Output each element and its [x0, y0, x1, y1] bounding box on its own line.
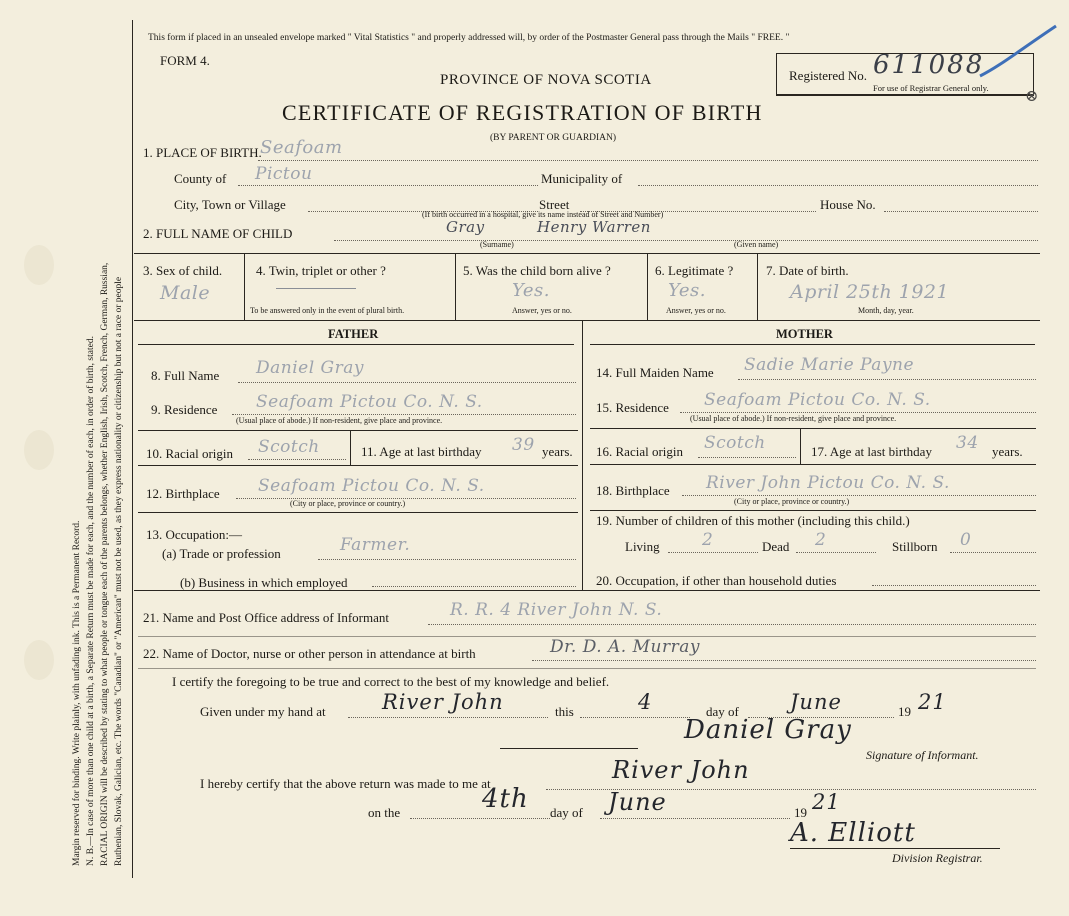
blue-check-mark-icon [960, 20, 1060, 80]
province-heading: PROVINCE OF NOVA SCOTIA [440, 72, 652, 88]
return-year-suffix: 21 [812, 790, 841, 814]
father-trade-label: (a) Trade or profession [162, 546, 281, 561]
mother-years-label: years. [992, 444, 1023, 459]
margin-multiple-birth-note: N. B.—In case of more than one child at a birth, a Separate Return must be made for each, and the number of each, in order of birth, stated. [86, 336, 96, 866]
legitimate-note: Answer, yes or no. [666, 306, 726, 315]
date-of-birth-note: Month, day, year. [858, 306, 914, 315]
mother-age-value: 34 [956, 433, 979, 453]
return-place-value: River John [612, 756, 750, 784]
child-surname: Gray [446, 218, 485, 236]
father-birthplace-value: Seafoam Pictou Co. N. S. [258, 476, 485, 496]
page-title: CERTIFICATE OF REGISTRATION OF BIRTH [282, 100, 763, 125]
sex-label: 3. Sex of child. [143, 263, 223, 278]
given-month-value: June [790, 690, 842, 714]
child-given-name: Henry Warren [537, 218, 651, 236]
date-of-birth-value: April 25th 1921 [790, 281, 950, 303]
registered-label: Registered No. [789, 68, 867, 83]
informant-label: 21. Name and Post Office address of Informant [143, 610, 389, 625]
father-years-label: years. [542, 444, 573, 459]
given-place-value: River John [382, 690, 504, 714]
mother-residence-label: 15. Residence [596, 400, 669, 415]
given-day-value: 4 [638, 690, 653, 714]
county-label: County of [174, 171, 227, 186]
registry-mark: ⊗ [1025, 88, 1039, 105]
father-name-label: 8. Full Name [151, 368, 220, 383]
registrar-caption: Division Registrar. [892, 851, 983, 865]
father-heading: FATHER [328, 327, 379, 341]
margin-racial-origin-note: RACIAL ORIGIN will be described by stating to what people or tongue each of the parents belongs, whether English, Irish, Scotch, French, German, Russian, [100, 262, 110, 866]
certify-statement: I certify the foregoing to be true and correct to the best of my knowledge and belief. [172, 674, 610, 689]
margin-racial-origin-note-2: Ruthenian, Slovak, Galician, etc. The words "Canadian" or "American" must not be used, as they express nationality or citizenship but not a race or people [114, 276, 124, 866]
given-name-caption: (Given name) [734, 240, 779, 249]
mother-residence-note: (Usual place of abode.) If non-resident, give place and province. [690, 414, 897, 423]
return-dayof-label: day of [550, 805, 583, 820]
informant-signature-caption: Signature of Informant. [866, 748, 979, 762]
father-residence-label: 9. Residence [151, 402, 218, 417]
return-day-value: 4th [482, 784, 529, 814]
father-residence-note: (Usual place of abode.) If non-resident, give place and province. [236, 416, 443, 425]
margin-rule [132, 20, 133, 878]
alive-label: 5. Was the child born alive ? [463, 263, 611, 278]
on-the-label: on the [368, 805, 401, 820]
mother-dead-value: 2 [815, 530, 827, 550]
mother-birthplace-label: 18. Birthplace [596, 483, 670, 498]
county-value: Pictou [255, 164, 313, 184]
mother-stillborn-value: 0 [960, 530, 972, 550]
place-of-birth-value: Seafoam [260, 137, 343, 158]
father-age-value: 39 [512, 435, 535, 455]
father-race-label: 10. Racial origin [146, 446, 234, 461]
informant-signature: Daniel Gray [684, 715, 852, 745]
mother-dead-label: Dead [762, 539, 790, 554]
mother-age-label: 17. Age at last birthday [811, 444, 932, 459]
street-label: Street [539, 197, 570, 212]
punch-hole [24, 640, 54, 680]
legitimate-value: Yes. [668, 280, 706, 301]
father-name-value: Daniel Gray [256, 358, 364, 378]
municipality-label: Municipality of [541, 171, 623, 186]
mother-living-value: 2 [702, 530, 714, 550]
hospital-note: (If birth occurred in a hospital, give its name instead of Street and Number) [422, 210, 664, 219]
punch-hole [24, 245, 54, 285]
form-number: FORM 4. [160, 53, 210, 68]
father-business-label: (b) Business in which employed [180, 575, 348, 590]
father-occupation-label: 13. Occupation:— [146, 527, 243, 542]
mother-occupation-label: 20. Occupation, if other than household duties [596, 573, 837, 588]
sex-value: Male [160, 282, 211, 304]
alive-value: Yes. [512, 280, 550, 301]
house-no-label: House No. [820, 197, 876, 212]
doctor-value: Dr. D. A. Murray [550, 637, 700, 657]
mother-name-value: Sadie Marie Payne [744, 355, 915, 375]
legitimate-label: 6. Legitimate ? [655, 263, 734, 278]
twin-dash [276, 288, 356, 289]
mother-birthplace-value: River John Pictou Co. N. S. [706, 473, 950, 493]
informant-value: R. R. 4 River John N. S. [450, 600, 663, 620]
this-label: this [555, 704, 574, 719]
punch-hole [24, 430, 54, 470]
mother-heading: MOTHER [776, 327, 833, 341]
mother-stillborn-label: Stillborn [892, 539, 938, 554]
father-birthplace-note: (City or place, province or country.) [290, 499, 406, 508]
father-birthplace-label: 12. Birthplace [146, 486, 220, 501]
mother-living-label: Living [625, 539, 660, 554]
father-age-label: 11. Age at last birthday [361, 444, 482, 459]
mother-name-label: 14. Full Maiden Name [596, 365, 714, 380]
father-residence-value: Seafoam Pictou Co. N. S. [256, 392, 483, 412]
mail-notice: This form if placed in an unsealed envelope marked " Vital Statistics " and properly addressed will, by order of the Postmaster General pass through the Mails " FREE. " [148, 33, 790, 43]
return-label: I hereby certify that the above return was made to me at [200, 776, 491, 791]
twin-note: To be answered only in the event of plural birth. [250, 306, 405, 315]
doctor-label: 22. Name of Doctor, nurse or other person in attendance at birth [143, 646, 476, 661]
alive-note: Answer, yes or no. [512, 306, 572, 315]
city-label: City, Town or Village [174, 197, 286, 212]
father-race-value: Scotch [258, 437, 320, 457]
surname-caption: (Surname) [480, 240, 514, 249]
registered-note: For use of Registrar General only. [873, 83, 989, 93]
twin-label: 4. Twin, triplet or other ? [256, 263, 386, 278]
given-under-hand-label: Given under my hand at [200, 704, 326, 719]
father-trade-value: Farmer. [340, 535, 411, 555]
margin-binding-note: Margin reserved for binding. Write plainly, with unfading ink. This is a Permanent Record. [72, 520, 82, 866]
child-name-label: 2. FULL NAME OF CHILD [143, 226, 293, 241]
given-year-suffix: 21 [918, 690, 947, 714]
registrar-signature: A. Elliott [790, 818, 916, 848]
mother-children-label: 19. Number of children of this mother (including this child.) [596, 513, 910, 528]
date-of-birth-label: 7. Date of birth. [766, 263, 849, 278]
return-year-prefix: 19 [794, 805, 807, 820]
registered-number: 611088 [873, 50, 985, 80]
mother-birthplace-note: (City or place, province or country.) [734, 497, 850, 506]
return-month-value: June [608, 788, 667, 816]
dayof-label: day of [706, 704, 739, 719]
given-year-prefix: 19 [898, 704, 911, 719]
mother-residence-value: Seafoam Pictou Co. N. S. [704, 390, 931, 410]
mother-race-value: Scotch [704, 433, 766, 453]
page-subtitle: (BY PARENT OR GUARDIAN) [490, 133, 617, 143]
place-of-birth-label: 1. PLACE OF BIRTH. [143, 145, 262, 160]
mother-race-label: 16. Racial origin [596, 444, 684, 459]
